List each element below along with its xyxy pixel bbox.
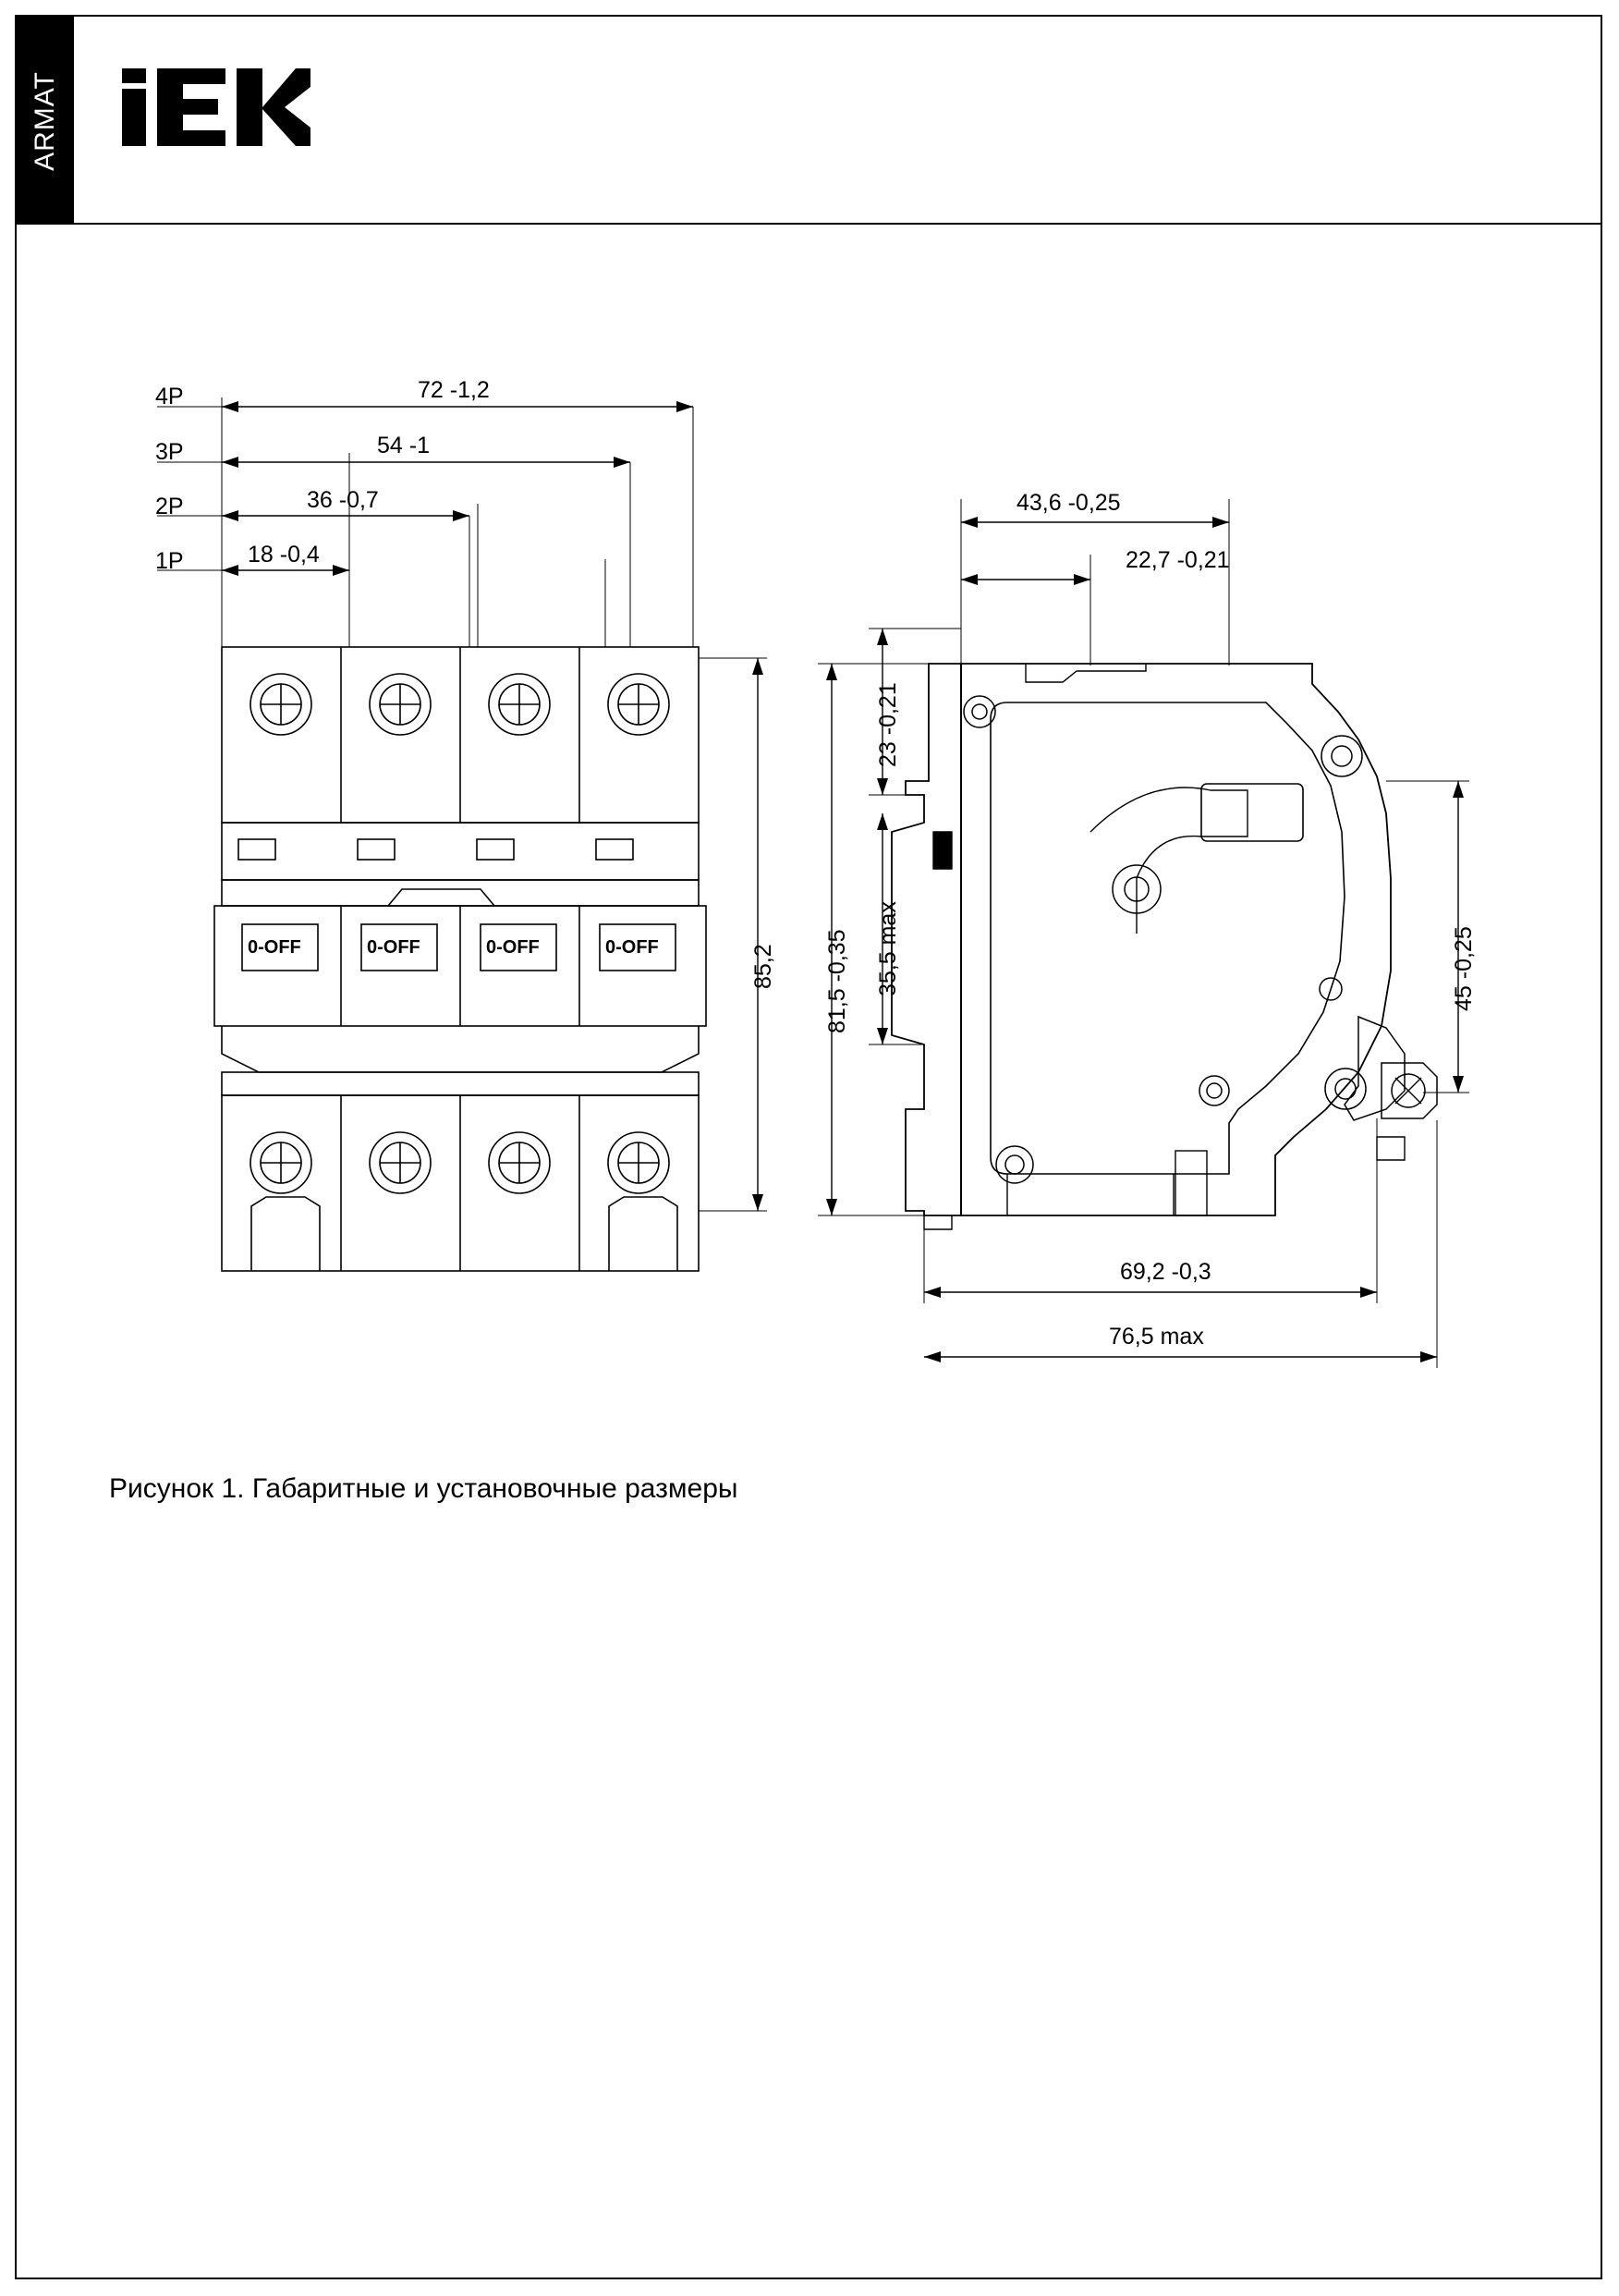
logo-header bbox=[74, 17, 1602, 225]
dimension-76-5-max: 76,5 max bbox=[1109, 1324, 1204, 1350]
dimension-85-2: 85,2 bbox=[750, 944, 776, 989]
brand-tab-label: ARMAT bbox=[30, 70, 60, 171]
dimension-54: 54 -1 bbox=[377, 433, 430, 458]
dimension-81-5: 81,5 -0,35 bbox=[824, 929, 850, 1033]
dimension-69-2: 69,2 -0,3 bbox=[1120, 1259, 1211, 1285]
dimension-45: 45 -0,25 bbox=[1451, 926, 1477, 1011]
dimension-36: 36 -0,7 bbox=[307, 487, 379, 513]
toggle-label-1: 0-OFF bbox=[248, 937, 301, 958]
pole-label-3p: 3P bbox=[155, 439, 184, 465]
brand-tab bbox=[17, 17, 74, 225]
iek-logo-icon bbox=[120, 63, 314, 165]
toggle-label-3: 0-OFF bbox=[486, 937, 540, 958]
pole-label-1p: 1P bbox=[155, 548, 184, 574]
dimension-23: 23 -0,21 bbox=[875, 682, 901, 767]
pole-label-2p: 2P bbox=[155, 494, 184, 519]
dimension-18: 18 -0,4 bbox=[248, 542, 320, 568]
dimension-43-6: 43,6 -0,25 bbox=[1016, 490, 1121, 516]
pole-label-4p: 4P bbox=[155, 384, 184, 409]
dimension-22-7: 22,7 -0,21 bbox=[1126, 547, 1230, 573]
iek-logo bbox=[120, 63, 314, 165]
toggle-label-2: 0-OFF bbox=[367, 937, 420, 958]
dimension-72: 72 -1,2 bbox=[418, 377, 490, 403]
figure-caption: Рисунок 1. Габаритные и установочные размеры bbox=[109, 1473, 738, 1504]
toggle-label-4: 0-OFF bbox=[605, 937, 659, 958]
page-border bbox=[15, 15, 1602, 2279]
dimension-35-5-max: 35,5 max bbox=[875, 901, 901, 996]
